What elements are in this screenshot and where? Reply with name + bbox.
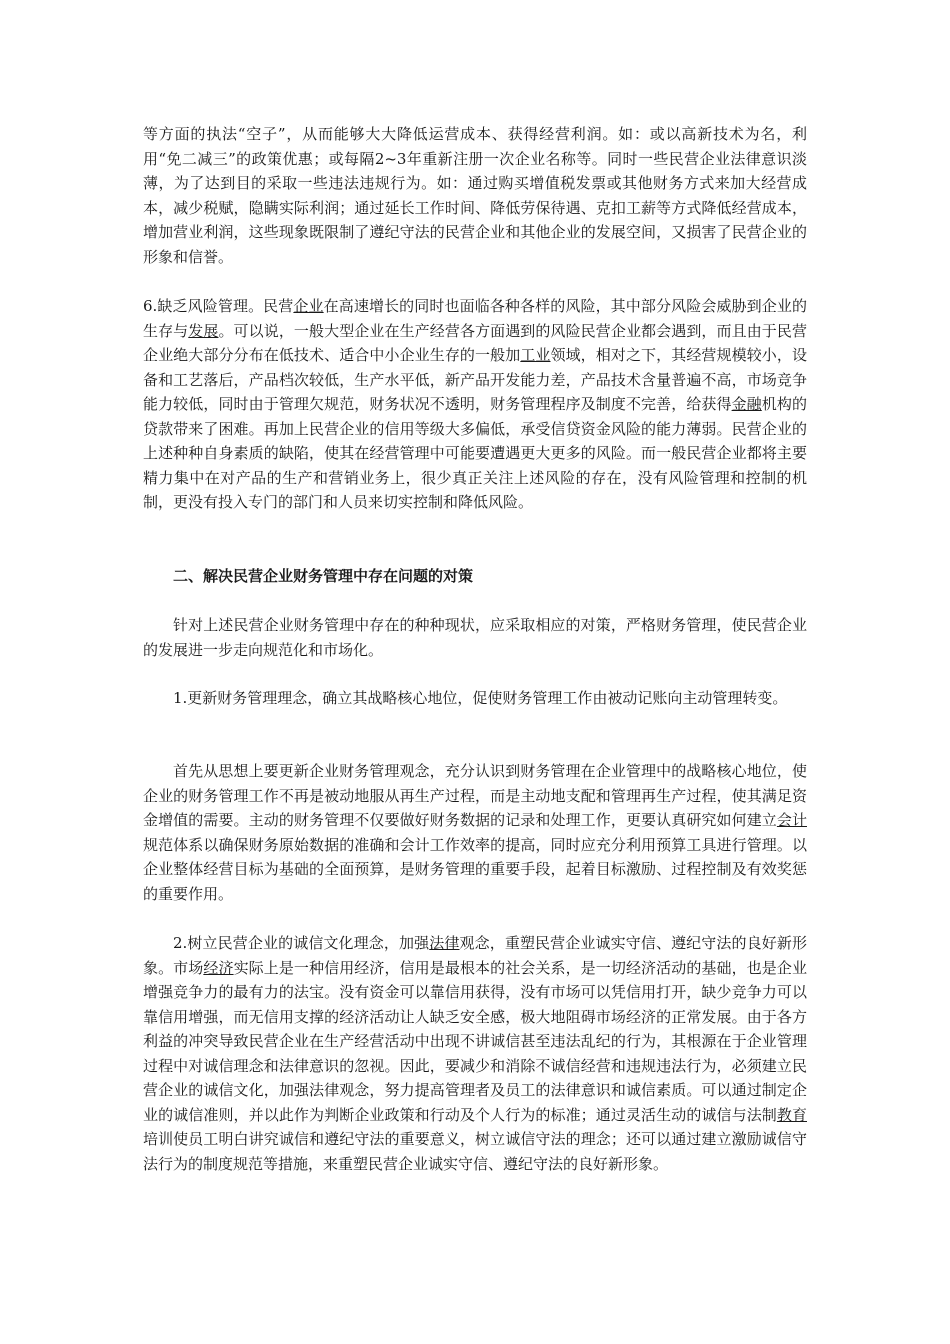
text-span: 6.缺乏风险管理。民营 (143, 297, 294, 315)
paragraph-risk-management (143, 294, 807, 515)
text-span: 领域，相对之下，其经营规模较小，设备和工艺落后，产品档次较低，生产水平低，新产品开发能力差，产品技术含量普遍不高，市场竞争能力较低，同时由于管理欠规范，财务状况不透明，财务管理程序及制度不完善，给获得 (143, 346, 807, 413)
link-accounting[interactable]: 会计 (776, 811, 807, 829)
section-heading: 二、解决民营企业财务管理中存在问题的对策 (173, 567, 474, 585)
text-span: 规范体系以确保财务原始数据的准确和会计工作效率的提高，同时应充分利用预算工具进行管理。以企业整体经营目标为基础的全面预算，是财务管理的重要手段，起着目标激励、过程控制及有效奖惩的重要作用。 (143, 835, 807, 903)
paragraph-integrity-culture (143, 931, 807, 1176)
text-span: 机构的贷款带来了困难。再加上民营企业的信用等级大多偏低，承受信贷资金风险的能力薄弱。民营企业的上述种种自身素质的缺陷，使其在经营管理中可能要遭遇更大更多的风险。而一般民营企业都将主要精力集中在对产品的生产和营销业务上，很少真正关注上述风险的存在，没有风险管理和控制的机制，更没有投入专门的部门和人员来切实控制和降低风险。 (143, 395, 807, 511)
text-span: 培训使员工明白讲究诚信和遵纪守法的重要意义，树立诚信守法的理念；还可以通过建立激励诚信守法行为的制度规范等措施，来重塑民营企业诚实守信、遵纪守法的良好新形象。 (143, 1130, 807, 1173)
link-industry[interactable]: 工业 (520, 346, 551, 364)
link-economy[interactable]: 经济 (203, 958, 234, 977)
paragraph-point-1-title: 1.更新财务管理理念，确立其战略核心地位，促使财务管理工作由被动记账向主动管理转变。 (173, 689, 788, 707)
link-education[interactable]: 教育 (776, 1105, 807, 1124)
text-span: 在高速增长的同时也面临各种各样的风险，其中部分风险会威胁到企业的生存与 (143, 297, 807, 340)
text-span: 2.树立民营企业的诚信文化理念，加强 (173, 934, 430, 952)
text-span: 实际上是一种信用经济，信用是最根本的社会关系，是一切经济活动的基础，也是企业增强竞争力的最有力的法宝。没有资金可以靠信用获得，没有市场可以凭信用打开，缺少竞争力可以靠信用增强，而无信用支撑的经济活动让人缺乏安全感，极大地阻碍市场经济的正常发展。由于各方利益的冲突导致民营企业在生产经营活动中出现不讲诚信甚至违法乱纪的行为，其根源在于企业管理过程中对诚信理念和法律意识的忽视。因此，要减少和消除不诚信经营和违规违法行为，必须建立民营企业的诚信文化，加强法律观念，努力提高管理者及员工的法律意识和诚信素质。可以通过制定企业的诚信准则，并以此作为判断企业政策和行动及个人行为的标准；通过灵活生动的诚信与法制 (143, 958, 807, 1124)
paragraph-illegal-practices: 等方面的执法“空子”，从而能够大大降低运营成本、获得经营利润。如：或以高新技术为名，利用“免二减三”的政策优惠；或每隔2~3年重新注册一次企业名称等。同时一些民营企业法律意识淡薄，为了达到目的采取一些违法违规行为。如：通过购买增值税发票或其他财务方式来加大经营成本，减少税赋，隐瞒实际利润；通过延长工作时间、降低劳保待遇、克扣工薪等方式降低经营成本，增加营业利润，这些现象既限制了遵纪守法的民营企业和其他企业的发展空间，又损害了民营企业的形象和信誉。 (143, 125, 807, 266)
paragraph-financial-management-concept (143, 759, 807, 906)
link-development[interactable]: 发展 (188, 321, 219, 340)
paragraph-countermeasures-intro: 针对上述民营企业财务管理中存在的种种现状，应采取相应的对策，严格财务管理，使民营企业的发展进一步走向规范化和市场化。 (143, 616, 807, 659)
link-law[interactable]: 法律 (429, 934, 460, 952)
link-finance[interactable]: 金融 (731, 395, 762, 413)
text-span: 首先从思想上要更新企业财务管理观念，充分认识到财务管理在企业管理中的战略核心地位，使企业的财务管理工作不再是被动地服从再生产过程，而是主动地支配和管理再生产过程，使其满足资金增值的需要。主动的财务管理不仅要做好财务数据的记录和处理工作，更要认真研究如何建立 (143, 762, 807, 829)
text-span: 。可以说，一般大型企业在生产经营各方面遇到的风险民营企业都会遇到，而且由于民营企业绝大部分分布在低技术、适合中小企业生存的一般加 (143, 321, 807, 364)
link-enterprise[interactable]: 企业 (293, 297, 324, 315)
text-span: 观念，重塑民营企业诚实守信、遵纪守法的良好新形象。市场 (143, 934, 807, 977)
